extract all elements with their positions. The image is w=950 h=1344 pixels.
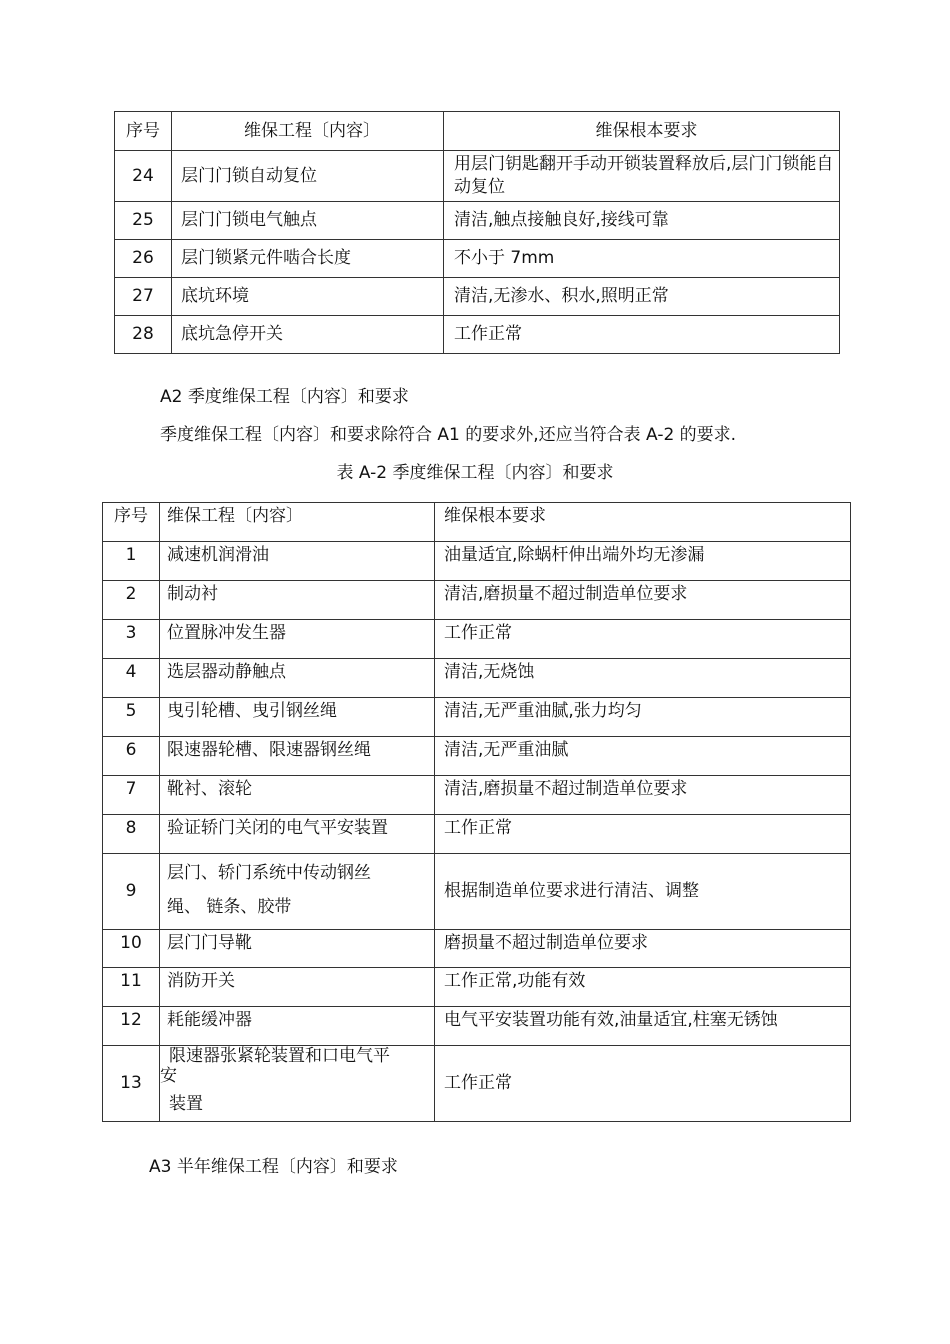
- row-no: 13: [103, 1046, 160, 1122]
- row-requirement: 工作正常: [435, 1046, 851, 1122]
- row-requirement: 工作正常: [444, 316, 840, 354]
- row-no: 5: [103, 698, 160, 737]
- row-requirement: 工作正常: [435, 620, 851, 659]
- row-requirement: 磨损量不超过制造单位要求: [435, 930, 851, 968]
- table-a1-continued: [114, 111, 840, 354]
- row-requirement: 电气平安装置功能有效,油量适宜,柱塞无锈蚀: [435, 1007, 851, 1046]
- section-a3-heading: A3 半年维保工程〔内容〕和要求: [149, 1157, 398, 1177]
- row-no: 27: [115, 278, 172, 316]
- row-requirement: 清洁,无烧蚀: [435, 659, 851, 698]
- row-no: 12: [103, 1007, 160, 1046]
- table-row: [103, 620, 851, 659]
- table-row: [103, 815, 851, 854]
- row-requirement: 清洁,触点接触良好,接线可靠: [444, 202, 840, 240]
- row-item: 底坑环境: [172, 278, 444, 316]
- row-requirement: 根据制造单位要求进行清洁、调整: [435, 854, 851, 930]
- table-row: [103, 854, 851, 930]
- row-no: 1: [103, 542, 160, 581]
- table-row: [103, 1046, 851, 1122]
- row-requirement: 油量适宜,除蜗杆伸出端外均无渗漏: [435, 542, 851, 581]
- header-item: 维保工程〔内容〕: [172, 112, 444, 151]
- table-row: [103, 1007, 851, 1046]
- table-row: [103, 542, 851, 581]
- table-row: [115, 316, 840, 354]
- row-item-line: 装置: [169, 1094, 203, 1114]
- row-no: 2: [103, 581, 160, 620]
- row-requirement: 清洁,磨损量不超过制造单位要求: [435, 776, 851, 815]
- header-no: 序号: [103, 503, 160, 542]
- row-no: 6: [103, 737, 160, 776]
- row-no: 4: [103, 659, 160, 698]
- table-header-row: [103, 503, 851, 542]
- row-requirement: 清洁,无渗水、积水,照明正常: [444, 278, 840, 316]
- row-item: 靴衬、滚轮: [160, 776, 435, 815]
- row-item: 层门门锁电气触点: [172, 202, 444, 240]
- table-row: [103, 659, 851, 698]
- row-item: 制动衬: [160, 581, 435, 620]
- row-no: 8: [103, 815, 160, 854]
- row-item-line: 限速器张紧轮装置和口电气平: [169, 1046, 390, 1066]
- row-requirement: 清洁,无严重油腻,张力均匀: [435, 698, 851, 737]
- row-no: 25: [115, 202, 172, 240]
- table-row: [115, 151, 840, 202]
- row-item: [160, 854, 435, 930]
- table-header-row: [115, 112, 840, 151]
- row-item: 验证轿门关闭的电气平安装置: [160, 815, 435, 854]
- row-item: 层门锁紧元件啮合长度: [172, 240, 444, 278]
- row-requirement: 清洁,磨损量不超过制造单位要求: [435, 581, 851, 620]
- table-row: [103, 737, 851, 776]
- table-row: [103, 581, 851, 620]
- row-no: 28: [115, 316, 172, 354]
- row-item: 底坑急停开关: [172, 316, 444, 354]
- row-no: 7: [103, 776, 160, 815]
- row-no: 10: [103, 930, 160, 968]
- table-row: [103, 968, 851, 1007]
- row-requirement: 清洁,无严重油腻: [435, 737, 851, 776]
- header-item: 维保工程〔内容〕: [160, 503, 435, 542]
- row-item: 限速器轮槽、限速器钢丝绳: [160, 737, 435, 776]
- row-item: 消防开关: [160, 968, 435, 1007]
- row-item: [160, 1046, 435, 1122]
- section-a2-heading: A2 季度维保工程〔内容〕和要求: [160, 387, 409, 407]
- table-row: [103, 930, 851, 968]
- row-item: 曳引轮槽、曳引钢丝绳: [160, 698, 435, 737]
- section-a2-description: 季度维保工程〔内容〕和要求除符合 A1 的要求外,还应当符合表 A-2 的要求.: [160, 425, 737, 445]
- table-row: [103, 776, 851, 815]
- table-row: [115, 278, 840, 316]
- row-requirement: 不小于 7mm: [444, 240, 840, 278]
- row-no: 11: [103, 968, 160, 1007]
- row-item-line: 安: [160, 1066, 177, 1086]
- row-item: 减速机润滑油: [160, 542, 435, 581]
- table-a2: [102, 502, 851, 1122]
- table-row: [115, 240, 840, 278]
- table-row: [115, 202, 840, 240]
- table-a2-caption: 表 A-2 季度维保工程〔内容〕和要求: [336, 463, 614, 483]
- row-requirement: 工作正常: [435, 815, 851, 854]
- header-requirement: 维保根本要求: [444, 112, 840, 151]
- row-item-line: 绳、 链条、胶带: [167, 897, 292, 917]
- row-no: 9: [103, 854, 160, 930]
- row-requirement: 用层门钥匙翻开手动开锁装置释放后,层门门锁能自动复位: [444, 151, 840, 202]
- row-item-line: 层门、轿门系统中传动钢丝: [167, 863, 371, 883]
- row-item: 选层器动静触点: [160, 659, 435, 698]
- row-item: 位置脉冲发生器: [160, 620, 435, 659]
- row-no: 24: [115, 151, 172, 202]
- header-no: 序号: [115, 112, 172, 151]
- header-requirement: 维保根本要求: [435, 503, 851, 542]
- row-requirement: 工作正常,功能有效: [435, 968, 851, 1007]
- row-item: 层门门锁自动复位: [172, 151, 444, 202]
- row-no: 3: [103, 620, 160, 659]
- table-row: [103, 698, 851, 737]
- row-item: 耗能缓冲器: [160, 1007, 435, 1046]
- row-no: 26: [115, 240, 172, 278]
- row-item: 层门门导靴: [160, 930, 435, 968]
